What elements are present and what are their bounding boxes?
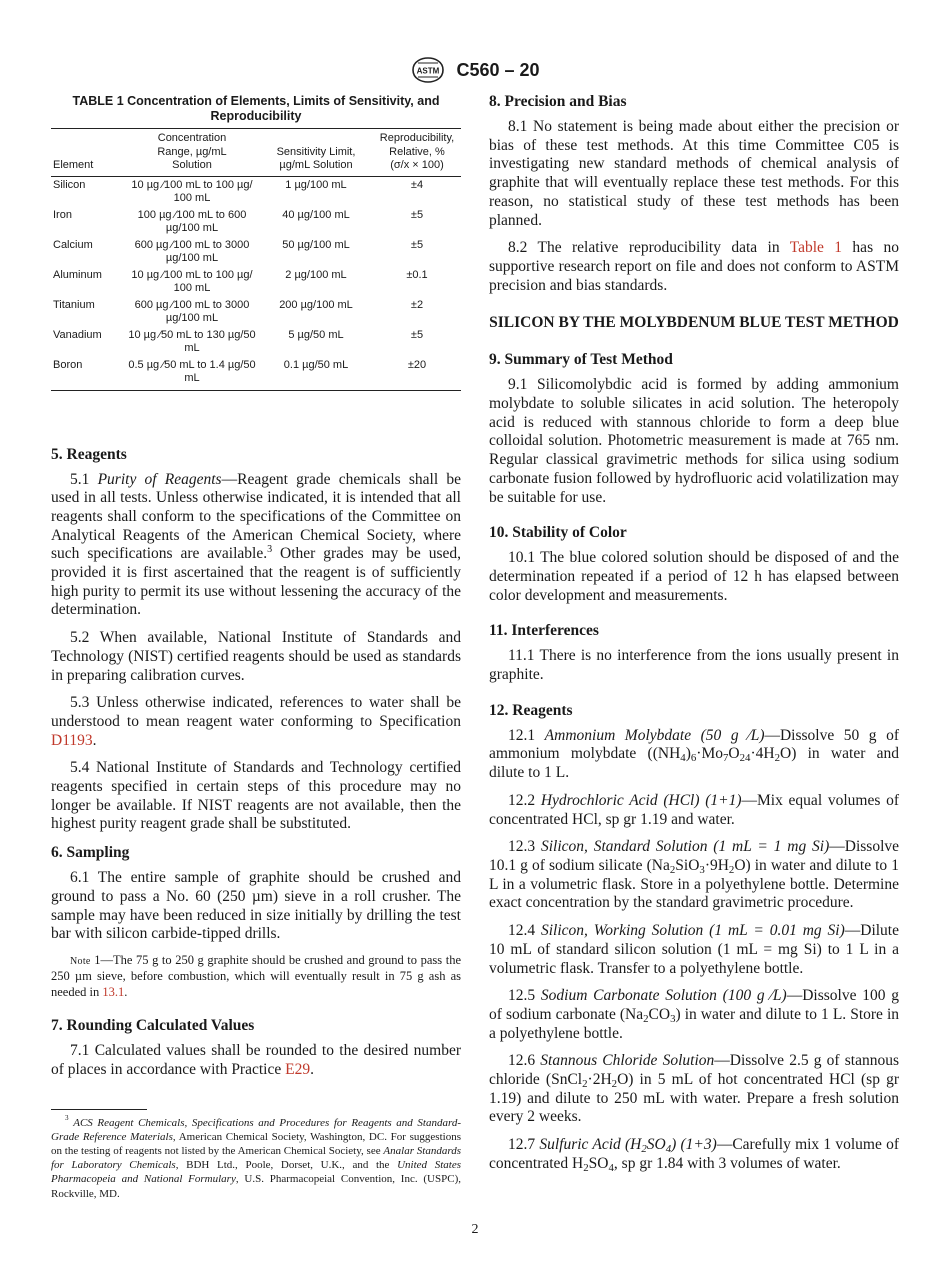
para-10-1: 10.1 The blue colored solution should be disposed of and the determination repeated if a period of 12 h has elapsed between color development and measurements. <box>489 549 899 604</box>
para-5-3: 5.3 Unless otherwise indicated, references to water shall be understood to mean reagent water conforming to Specification D1193. <box>51 694 461 749</box>
para-12-7: 12.7 Sulfuric Acid $(H_2SO_4)$ (1+3)—Carefully mix 1 volume of concentrated $H_2SO_4$, sp gr 1.84 with 3 volumes of water. <box>489 1136 899 1174</box>
table-1-title: TABLE 1 Concentration of Elements, Limits of Sensitivity, and Reproducibility <box>72 94 440 123</box>
table-row: Iron 100 µg ⁄100 mL to 600 µg/100 mL 40 µg/100 mL ±5 <box>53 208 424 234</box>
section-8-heading: 8. Precision and Bias <box>489 93 627 110</box>
left-column <box>51 92 461 1201</box>
footnote-rule <box>51 1109 147 1110</box>
table-header-row <box>51 129 461 177</box>
footnote-3: $^3$ ACS Reagent Chemicals, Specifications and Procedures for Reagents and Standard-Grade Reference Materials, American Chemical Society, Washington, DC. For suggestions on the testing of reagents not listed by the American Chemical Society, see Analar Standards for Laboratory Chemicals, BDH Ltd., Poole, Dorset, U.K., and the United States Pharmacopeia and National Formulary, U.S. Pharmacopeial Convention, Inc. (USPC), Rockville, MD. <box>51 1113 462 1200</box>
right-column <box>489 92 899 1183</box>
table-row: Vanadium 10 µg ⁄50 mL to 130 µg/50 mL 5 µg/50 mL ±5 <box>53 328 424 354</box>
method-heading: SILICON BY THE MOLYBDENUM BLUE TEST METHOD <box>489 314 899 332</box>
link-d1193[interactable]: D1193 <box>51 731 93 749</box>
para-12-6: 12.6 Stannous Chloride Solution—Dissolve 2.5 g of stannous chloride $(SnCl_2\cdot 2H_2O)$ in 5 mL of hot concentrated HCl (sp gr 1.19) and dilute to 250 mL with water. Prepare a fresh solution every 2 weeks. <box>489 1052 899 1126</box>
para-12-5: 12.5 Sodium Carbonate Solution (100 g ⁄L)—Dissolve 100 g of sodium carbonate $(Na_2CO_3)$ in water and dilute to 1 L. Store in a polyethylene bottle. <box>489 987 900 1042</box>
table-row: Titanium 600 µg ⁄100 mL to 3000 µg/100 mL 200 µg/100 mL ±2 <box>53 298 424 324</box>
para-7-1: 7.1 Calculated values shall be rounded to the desired number of places in accordance with Practice E29. <box>51 1042 461 1078</box>
para-11-1: 11.1 There is no interference from the ions usually present in graphite. <box>489 647 899 684</box>
para-8-2: 8.2 The relative reproducibility data in Table 1 has no supportive research report on file and does not conform to ASTM precision and bias standards. <box>489 239 899 294</box>
section-5-heading: 5. Reagents <box>51 445 127 463</box>
para-9-1: 9.1 Silicomolybdic acid is formed by adding ammonium molybdate to soluble silicates in acid solution. The heteropoly acid is reduced with stannous chloride to form a deep blue colloidal solution. Photometric measurement is made at 765 nm. Regular classical gravimetric methods for silica using sodium carbonate fusion followed by hydrofluoric acid volatilization may be suitable for use. <box>489 376 899 506</box>
para-5-1: 5.1 Purity of Reagents—Reagent grade chemicals shall be used in all tests. Unless otherwise indicated, it is intended that all reagents shall conform to the specifications of the Committee on Analytical Reagents of the American Chemical Society, where such specifications are available.$^3$ Other grades may be used, provided it is first ascertained that the reagent is of sufficiently high purity to permit its use without lessening the accuracy of the determination. <box>51 470 461 619</box>
para-12-2: 12.2 Hydrochloric Acid (HCl) (1+1)—Mix equal volumes of concentrated HCl, sp gr 1.19 and water. <box>489 791 899 828</box>
section-6-heading: 6. Sampling <box>51 844 130 862</box>
para-8-1: 8.1 No statement is being made about either the precision or bias of these test methods. At this time Committee C05 is investigating new standard methods of chemical analysis of graphite that will eventually replace these test methods. For this reason, no statistical study of these test methods has been planned. <box>489 118 899 229</box>
section-9-heading: 9. Summary of Test Method <box>489 351 673 369</box>
table-row: Aluminum 10 µg ⁄100 mL to 100 µg/ 100 mL 2 µg/100 mL ±0.1 <box>53 268 428 294</box>
para-6-1: 6.1 The entire sample of graphite should be crushed and ground to pass a No. 60 (250 µm) sieve in a roll crusher. The sample may have been reduced in size initially by drilling the test bar with silicon carbide-tipped drills. <box>51 869 461 943</box>
link-e29[interactable]: E29 <box>285 1060 311 1078</box>
astm-logo-icon <box>410 56 446 84</box>
para-12-4: 12.4 Silicon, Working Solution (1 mL = 0.01 mg Si)—Dilute 10 mL of standard silicon solution (1 mL = mg Si) to 1 L in a volumetric flask. Transfer to a polyethylene bottle. <box>489 922 899 977</box>
col-header-reproducibility: Reproducibility, Relative, % (σ/x × 100) <box>373 129 461 177</box>
table-row: Silicon 10 µg ⁄100 mL to 100 µg/ 100 mL 1 µg/100 mL ±4 <box>53 178 424 204</box>
para-12-3: 12.3 Silicon, Standard Solution (1 mL = 1 mg Si)—Dissolve 10.1 g of sodium silicate $(Na_2SiO_3\cdot 9H_2O)$ in water and dilute to 1 L in a volumetric flask. Store in a polyethylene bottle. Determine exact concentration by the standard gravimetric procedure. <box>489 838 899 912</box>
para-5-2: 5.2 When available, National Institute of Standards and Technology (NIST) certified reagents should be used as standards in preparing calibration curves. <box>51 629 461 684</box>
link-13-1[interactable]: 13.1 <box>102 984 125 999</box>
page-number: 2 <box>471 1222 479 1237</box>
standard-designation: C560 – 20 <box>456 59 540 80</box>
para-5-4: 5.4 National Institute of Standards and Technology certified reagents specified in certain steps of this procedure may no longer be available. If NIST reagents are not available, then the highest purity reagent grade shall be substituted. <box>51 759 461 833</box>
col-header-range: Concentration Range, µg/mL Solution <box>125 129 259 177</box>
section-12-heading: 12. Reagents <box>489 701 573 719</box>
col-header-sensitivity: Sensitivity Limit, µg/mL Solution <box>259 129 373 177</box>
col-header-element: Element <box>51 129 125 177</box>
astm-logo-text: ASTM <box>417 66 440 76</box>
table-1 <box>51 128 461 391</box>
para-12-1: 12.1 Ammonium Molybdate (50 g ⁄L)—Dissolve 50 g of ammonium molybdate $((NH_4)_6\cdot Mo_7O_{24}\cdot 4H_2O)$ in water and dilute to 1 L. <box>489 726 900 782</box>
link-table-1[interactable]: Table 1 <box>789 239 843 257</box>
table-row: Boron 0.5 µg ⁄50 mL to 1.4 µg/50 mL 0.1 µg/50 mL ±20 <box>51 357 461 391</box>
section-11-heading: 11. Interferences <box>489 622 599 640</box>
page-header <box>0 56 950 84</box>
section-7-heading: 7. Rounding Calculated Values <box>51 1017 255 1035</box>
note-1: Note 1—The 75 g to 250 g graphite should be crushed and ground to pass the 250 µm sieve, before combustion, which will eventually result in 75 g ash as needed in 13.1. <box>51 952 461 999</box>
section-10-heading: 10. Stability of Color <box>489 524 627 542</box>
table-row: Calcium 600 µg ⁄100 mL to 3000 µg/100 mL 50 µg/100 mL ±5 <box>53 238 424 264</box>
